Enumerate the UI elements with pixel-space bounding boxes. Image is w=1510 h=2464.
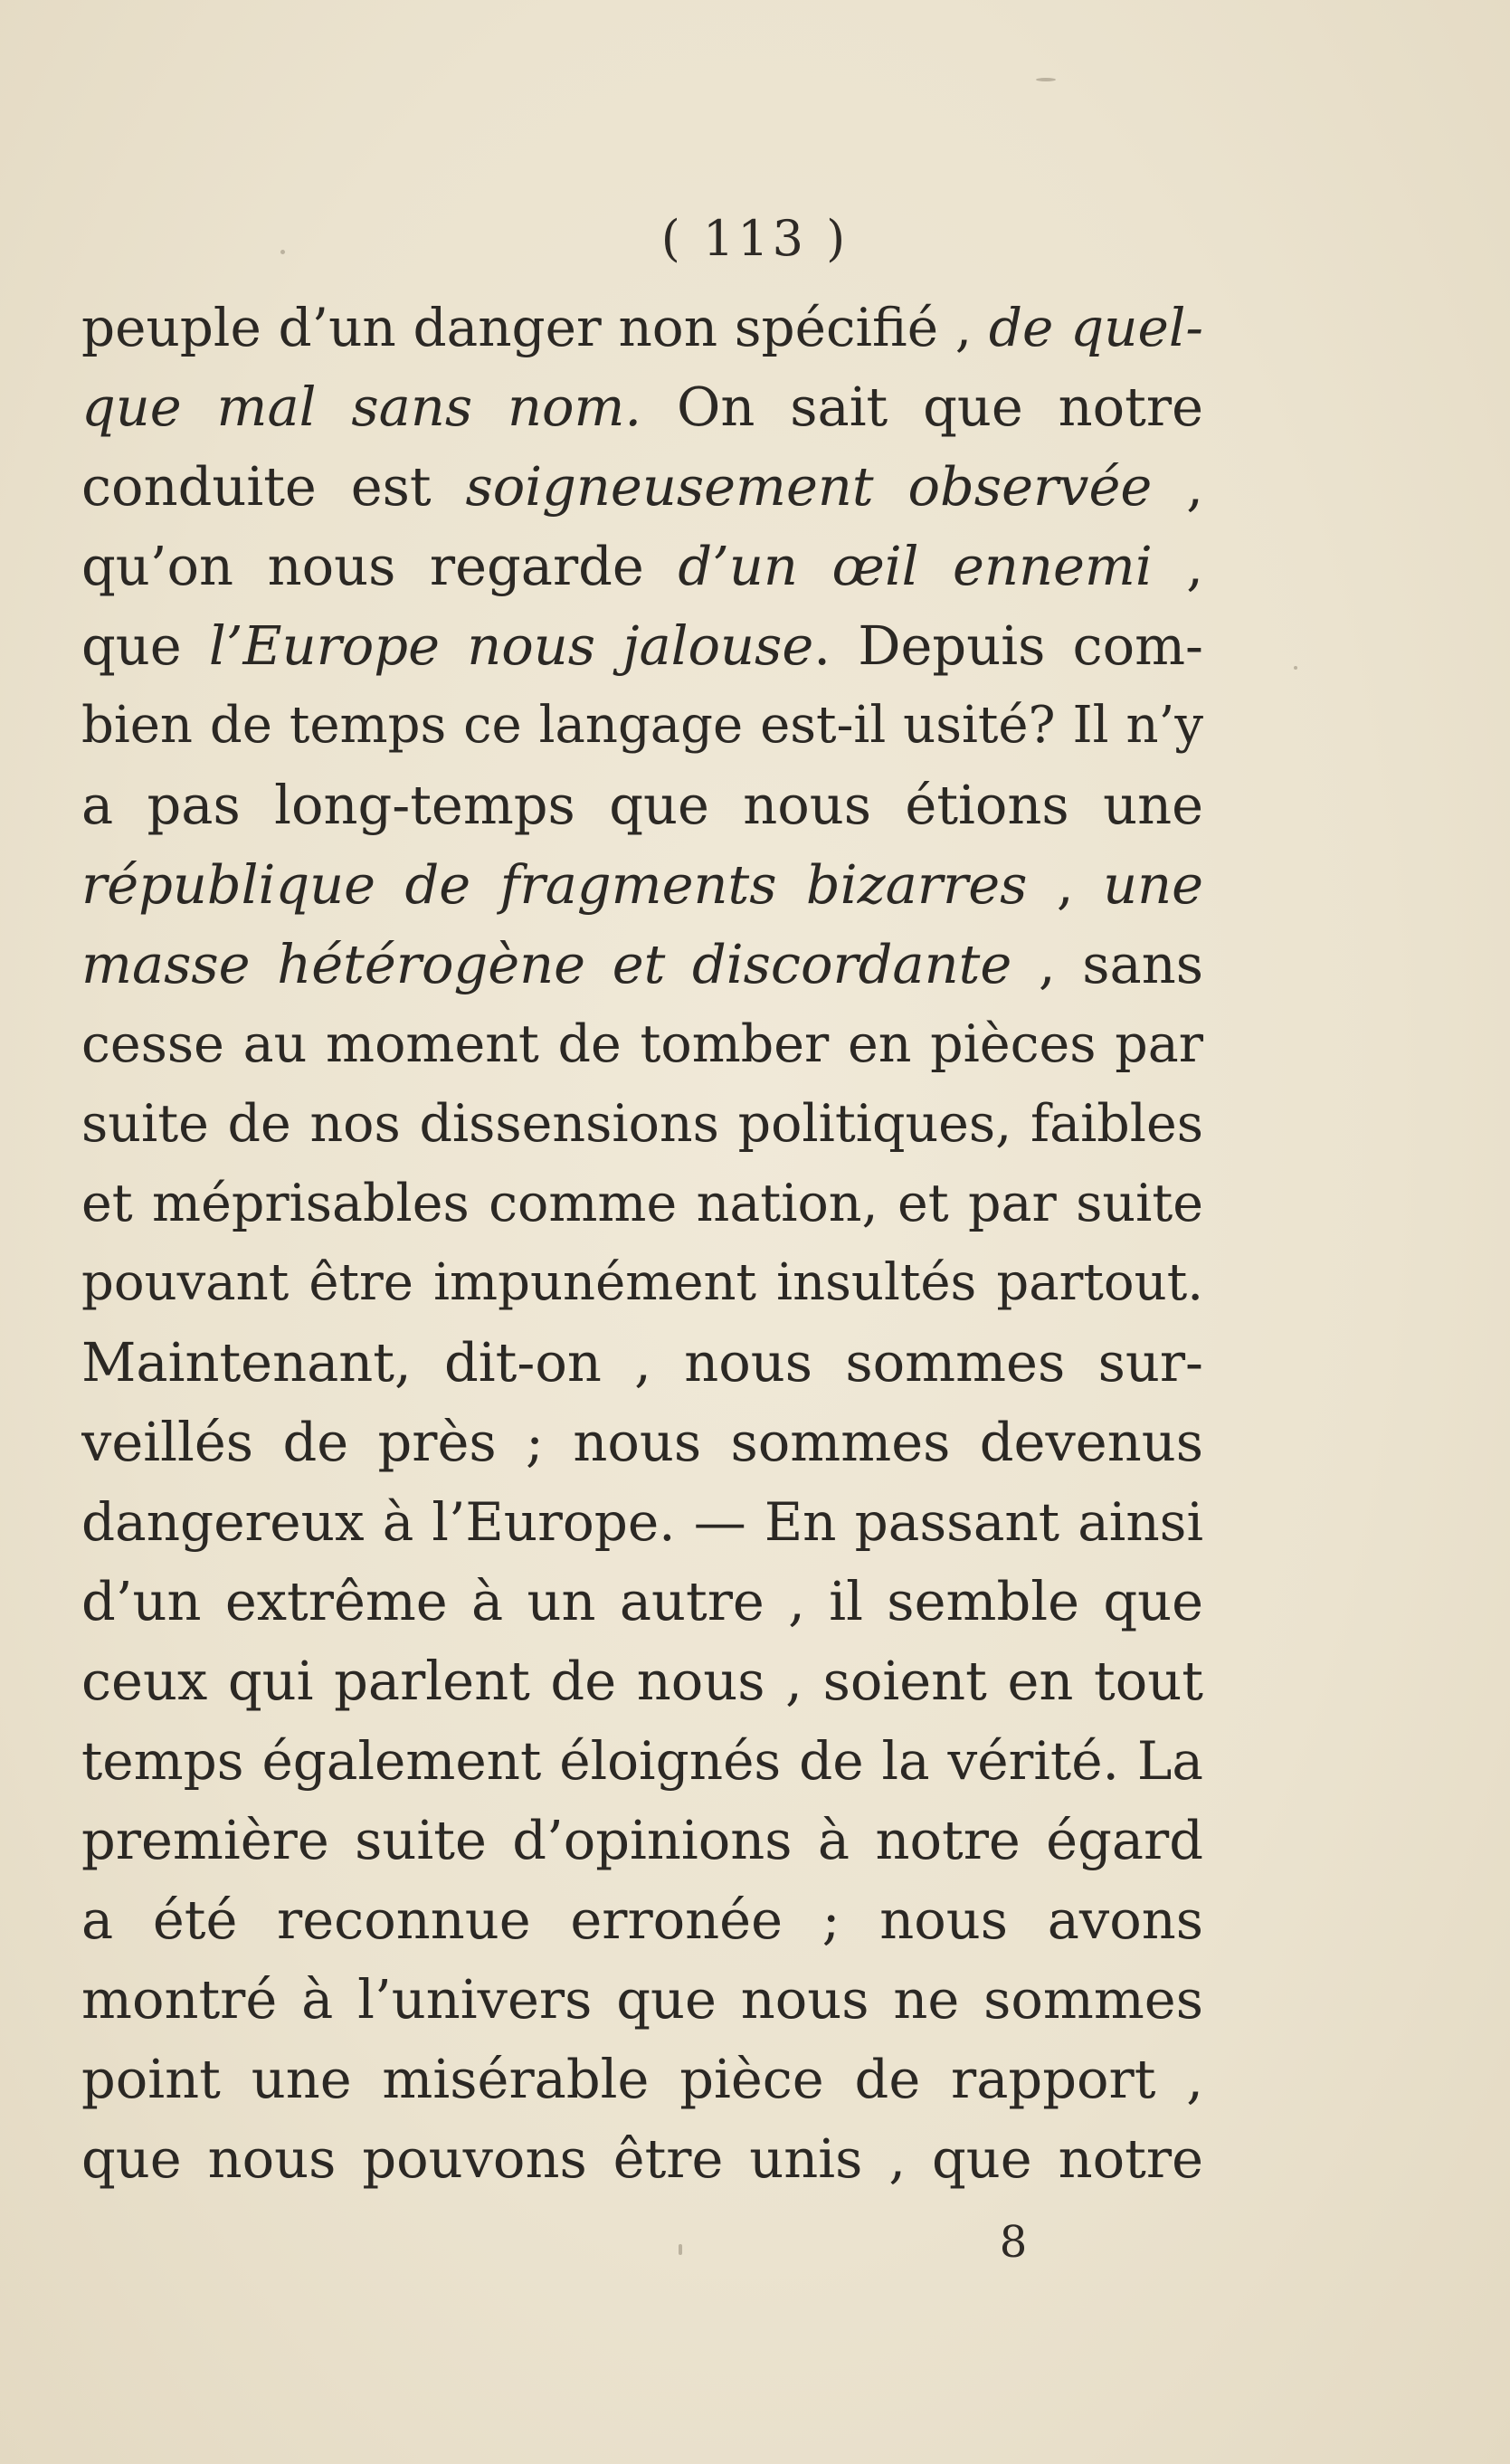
text-run: cesse au moment de tomber en pièces par xyxy=(81,1014,1203,1074)
italic-text: l’Europe nous jalouse xyxy=(208,614,814,677)
text-line xyxy=(81,686,1203,766)
text-run: conduite est xyxy=(81,455,466,518)
text-run: Maintenant, dit-on , nous sommes sur- xyxy=(81,1331,1203,1394)
text-line xyxy=(81,1801,1203,1880)
paper-speck xyxy=(679,2244,682,2255)
page-number: ( 113 ) xyxy=(660,210,850,267)
text-run: montré à l’univers que nous ne sommes xyxy=(81,1968,1203,2031)
text-run: a pas long-temps que nous étions une xyxy=(81,774,1203,836)
text-line xyxy=(81,1641,1203,1721)
text-run: ceux qui parlent de nous , soient en tout xyxy=(81,1650,1203,1712)
italic-text: de quel- xyxy=(988,297,1203,358)
text-run: veillés de près ; nous sommes devenus xyxy=(81,1411,1203,1473)
text-run: , xyxy=(1027,853,1104,916)
text-line xyxy=(81,845,1203,925)
text-run: , xyxy=(1152,535,1203,597)
text-line xyxy=(81,1084,1203,1164)
text-run: suite de nos dissensions politiques, faibles xyxy=(81,1094,1203,1154)
text-line xyxy=(81,367,1203,447)
text-run: a été reconnue erronée ; nous avons xyxy=(81,1888,1203,1951)
text-run: première suite d’opinions à notre égard xyxy=(81,1809,1203,1871)
text-run: , xyxy=(1152,455,1203,518)
text-line xyxy=(81,2119,1203,2199)
text-run: qu’on nous regarde xyxy=(81,535,679,597)
text-line xyxy=(81,1164,1203,1243)
text-run: bien de temps ce langage est-il usité? Il n’y xyxy=(81,696,1203,755)
text-line xyxy=(81,527,1203,606)
italic-text: une xyxy=(1103,853,1203,916)
text-run: pouvant être impunément insultés partout. xyxy=(81,1253,1203,1312)
text-run: On sait que notre xyxy=(641,376,1203,438)
italic-text: d’un œil ennemi xyxy=(678,535,1153,597)
text-line xyxy=(81,2040,1203,2119)
text-run: que nous pouvons être unis , que notre xyxy=(81,2127,1203,2190)
text-line xyxy=(81,1880,1203,1960)
text-run: que xyxy=(81,614,209,677)
text-line xyxy=(81,1721,1203,1801)
text-run: peuple d’un danger non spécifié , xyxy=(81,297,989,358)
text-line xyxy=(81,1004,1203,1084)
text-line xyxy=(81,766,1203,845)
text-line xyxy=(81,1482,1203,1562)
text-line xyxy=(81,1403,1203,1482)
text-run: et méprisables comme nation, et par suite xyxy=(81,1174,1203,1233)
text-run: , sans xyxy=(1011,933,1203,995)
italic-text: république de fragments bizarres xyxy=(81,853,1028,916)
text-line xyxy=(81,447,1203,527)
italic-text: que mal sans nom. xyxy=(81,376,642,438)
text-line xyxy=(81,925,1203,1004)
italic-text: masse hétérogène et discordante xyxy=(81,933,1012,995)
paper-speck xyxy=(1294,666,1297,670)
paper-speck xyxy=(1036,78,1056,81)
text-line xyxy=(81,606,1203,686)
text-line xyxy=(81,288,1203,367)
text-run: d’un extrême à un autre , il semble que xyxy=(81,1570,1203,1632)
text-run: temps également éloignés de la vérité. La xyxy=(81,1730,1203,1792)
text-line xyxy=(81,1960,1203,2040)
text-line xyxy=(81,1323,1203,1403)
text-run: . Depuis com- xyxy=(813,614,1203,677)
signature-mark: 8 xyxy=(999,2217,1028,2268)
text-run: point une misérable pièce de rapport , xyxy=(81,2048,1203,2110)
italic-text: soigneusement observée xyxy=(465,455,1153,518)
body-text xyxy=(81,288,1203,2199)
text-line xyxy=(81,1243,1203,1323)
text-run: dangereux à l’Europe. — En passant ainsi xyxy=(81,1491,1203,1553)
text-line xyxy=(81,1562,1203,1641)
